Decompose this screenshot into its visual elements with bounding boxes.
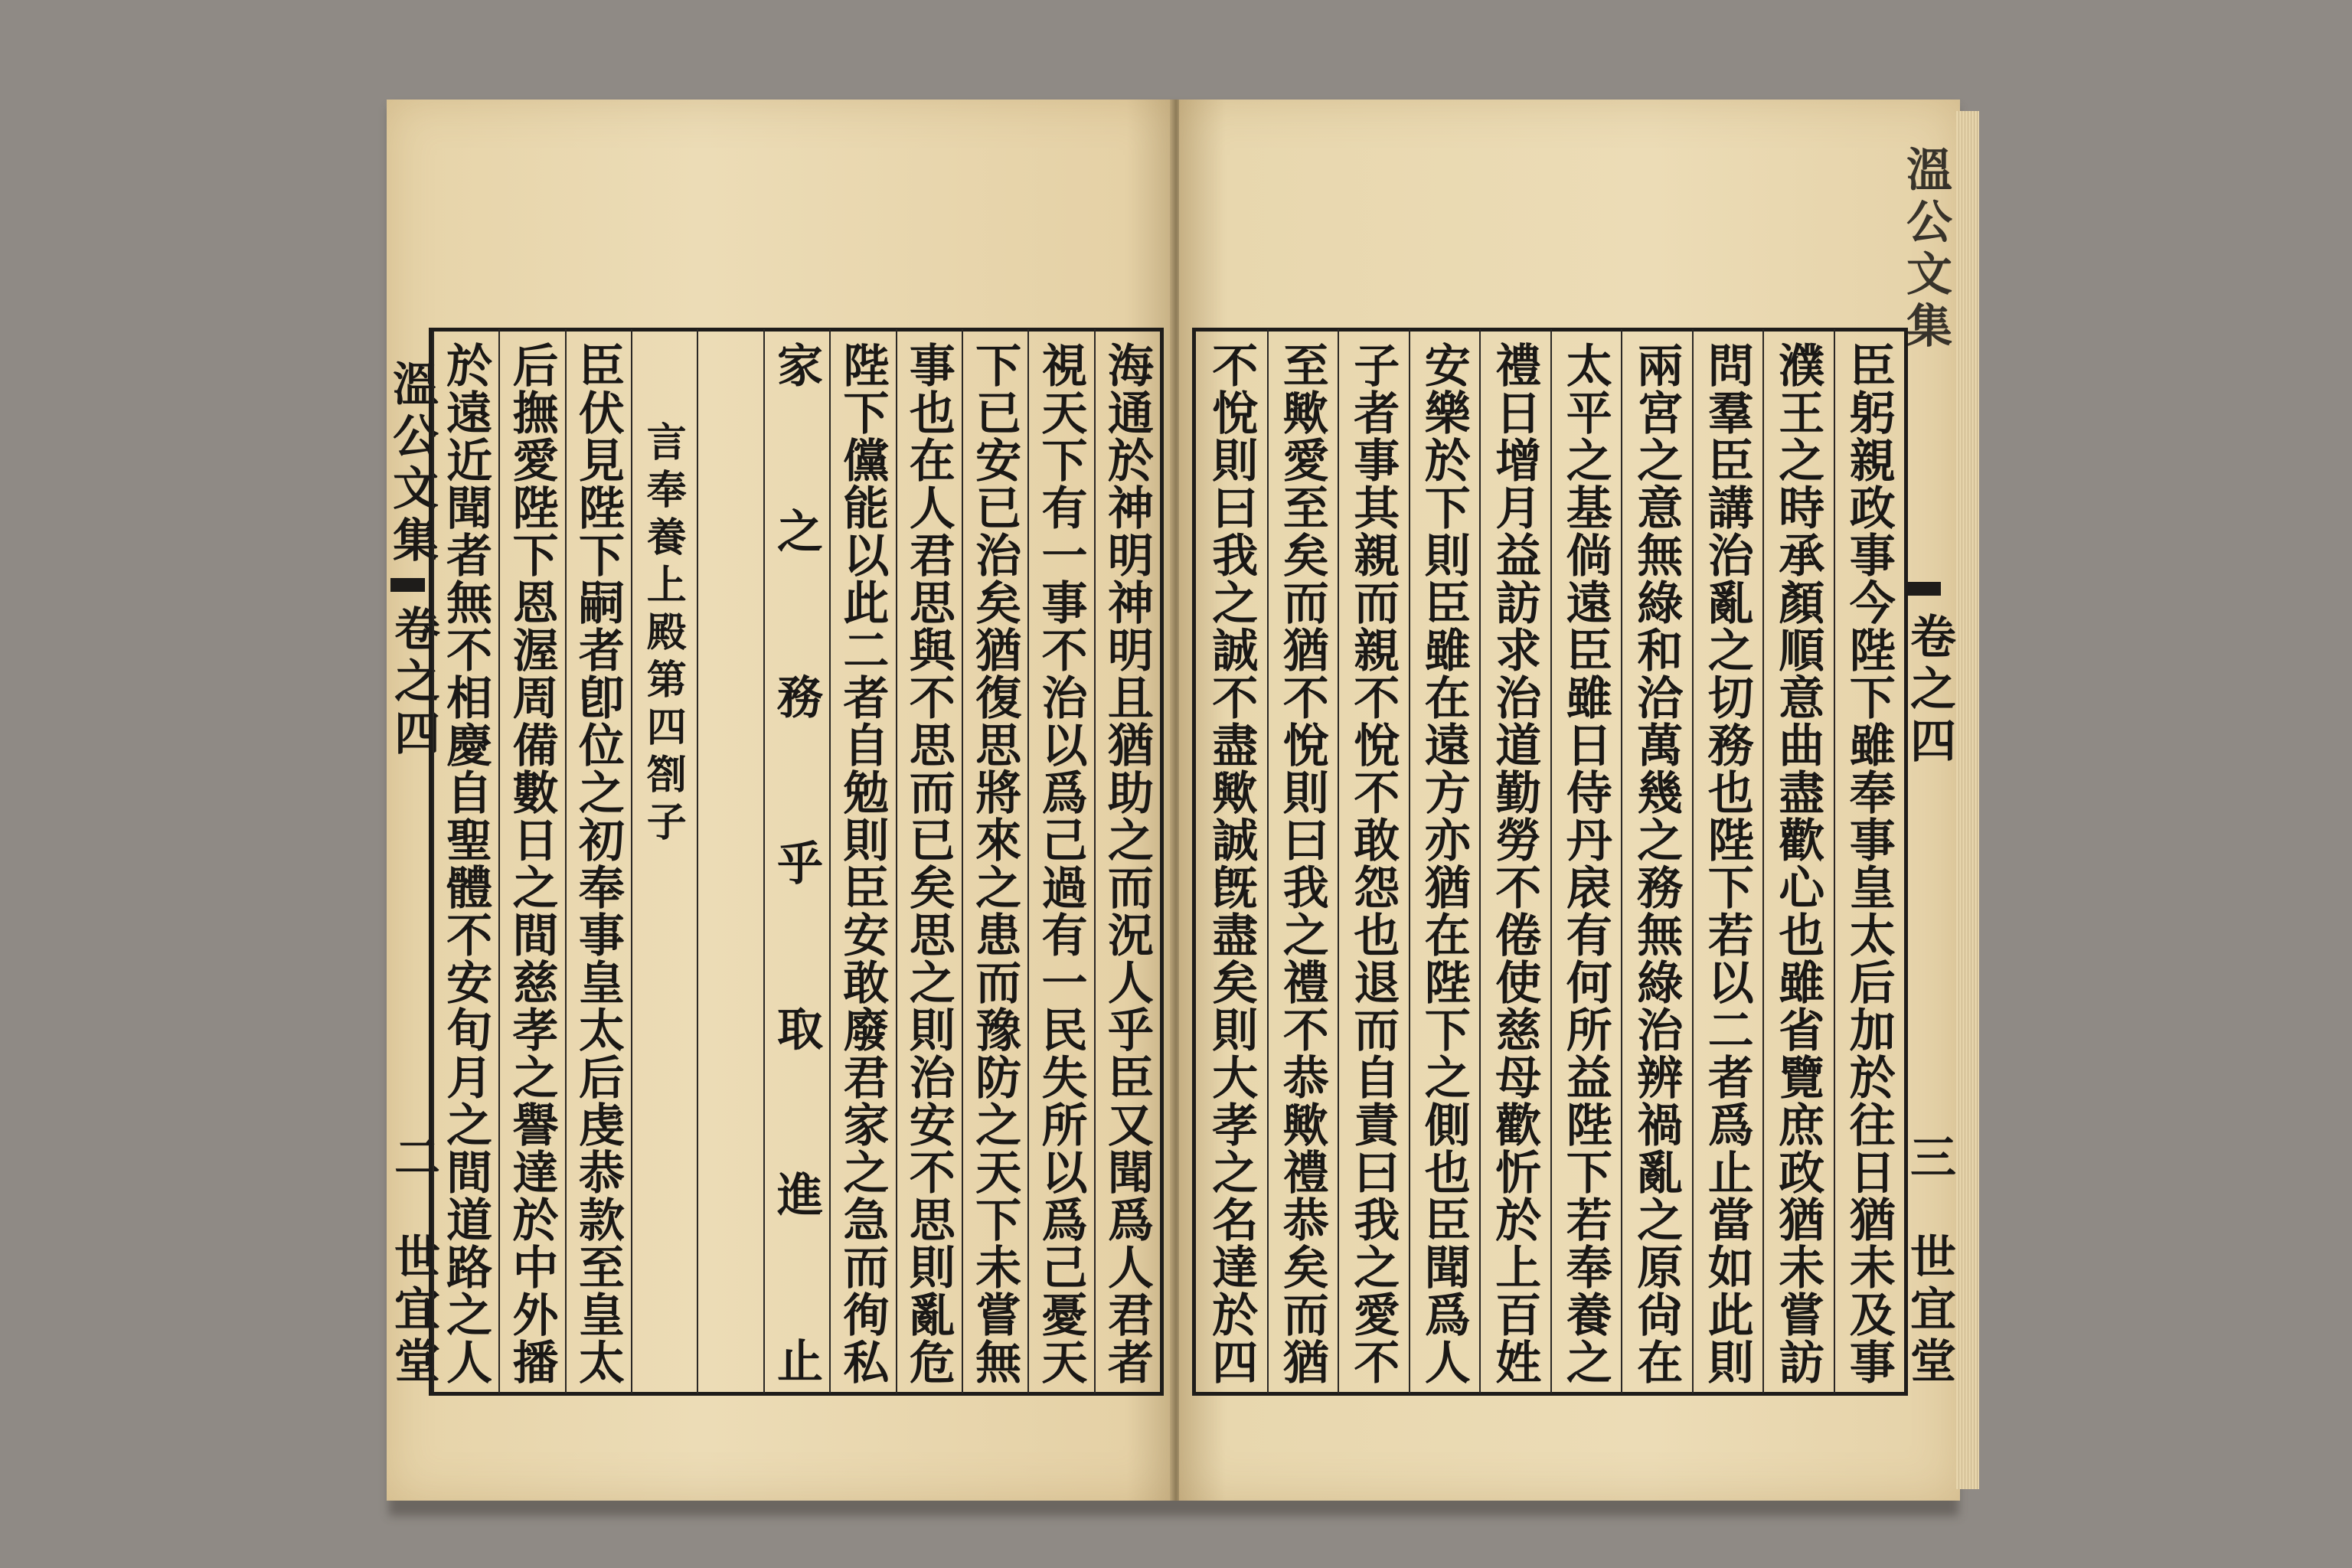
right-margin-title: 溫公文集 [1899, 145, 1952, 354]
right-text-column: 子者事其親而親不悅不敢怨也退而自責曰我之愛不 [1346, 341, 1400, 1386]
right-column-rule [1267, 329, 1269, 1393]
right-text-column: 太平之基倘遠臣雖日侍丹扆有何所益陛下若奉養之 [1558, 341, 1612, 1386]
left-text-column: 家之務乎取進止 [769, 341, 823, 1503]
left-text-column: 於遠近聞者無不相慶自聖體不安旬月之間道路之人 [439, 341, 493, 1386]
left-column-rule [1094, 329, 1096, 1393]
right-column-rule [1338, 329, 1339, 1393]
right-text-column: 濮王之時承顏順意曲盡歡心也雖省覽庶政猶未嘗訪 [1771, 341, 1825, 1386]
right-column-rule [1409, 329, 1410, 1393]
right-text-column: 安樂於下則臣雖在遠方亦猶在陛下之側也臣聞爲人 [1416, 341, 1471, 1386]
left-fishtail-mark [390, 578, 425, 592]
right-text-column: 兩宮之意無綠和洽萬幾之務無綠治辨禍亂之原尙在 [1629, 341, 1684, 1386]
right-column-rule [1621, 329, 1622, 1393]
right-fishtail-mark [1906, 582, 1941, 596]
right-text-column: 禮日增月益訪求治道勤勞不倦使慈母歡忻於上百姓 [1488, 341, 1542, 1386]
right-margin-folio: 三 [1903, 1133, 1956, 1185]
left-margin-folio: 二 [387, 1133, 440, 1185]
page-edges [1956, 111, 1979, 1489]
left-column-rule [697, 329, 698, 1393]
left-text-column: 下已安已治矣猶復思將來之患而豫防之天下未嘗無 [968, 341, 1022, 1386]
left-text-column: 事也在人君思與不思而已矣思之則治安不思則亂危 [901, 341, 956, 1386]
right-column-rule [1692, 329, 1694, 1393]
left-column-rule [498, 329, 500, 1393]
left-text-column: 言奉養上殿第四劄子 [639, 421, 687, 848]
right-column-rule [1834, 329, 1835, 1393]
right-text-column: 臣躬親政事今陛下雖奉事皇太后加於往日猶未及事 [1841, 341, 1896, 1386]
right-margin-publisher: 世宜堂 [1903, 1233, 1956, 1389]
right-text-column: 問羣臣講治亂之切務也陛下若以二者爲止當如此則 [1700, 341, 1754, 1386]
left-text-column: 后撫愛陛下恩渥周備數日之間慈孝之譽達於中外播 [505, 341, 559, 1386]
right-margin-volume: 卷之四 [1903, 612, 1956, 769]
left-text-column: 視天下有一事不治以爲己過有一民失所以爲己憂天 [1034, 341, 1088, 1386]
left-column-rule [962, 329, 963, 1393]
left-column-rule [565, 329, 567, 1393]
left-column-rule [631, 329, 632, 1393]
column-rule [433, 332, 434, 1392]
left-column-rule [763, 329, 765, 1393]
right-text-column: 不悅則曰我之誠不盡歟誠旣盡矣則大孝之名達於四 [1204, 341, 1259, 1386]
right-column-rule [1762, 329, 1764, 1393]
left-text-column: 海通於神明神明且猶助之而況人乎臣又聞爲人君者 [1099, 341, 1154, 1386]
left-text-column: 陛下儻能以此二者自勉則臣安敢廢君家之急而徇私 [835, 341, 890, 1386]
right-column-rule [1550, 329, 1552, 1393]
right-text-column: 至歟愛至矣而猶不悅則曰我之禮不恭歟禮恭矣而猶 [1275, 341, 1329, 1386]
left-column-rule [829, 329, 831, 1393]
left-margin-volume: 卷之四 [387, 605, 440, 761]
left-column-rule [1027, 329, 1029, 1393]
left-margin-title: 溫公文集 [385, 360, 439, 568]
left-margin-publisher: 世宜堂 [387, 1233, 440, 1389]
left-column-rule [896, 329, 897, 1393]
right-column-rule [1479, 329, 1481, 1393]
left-text-column: 臣伏見陛下嗣者卽位之初奉事皇太后虔恭款至皇太 [570, 341, 625, 1386]
